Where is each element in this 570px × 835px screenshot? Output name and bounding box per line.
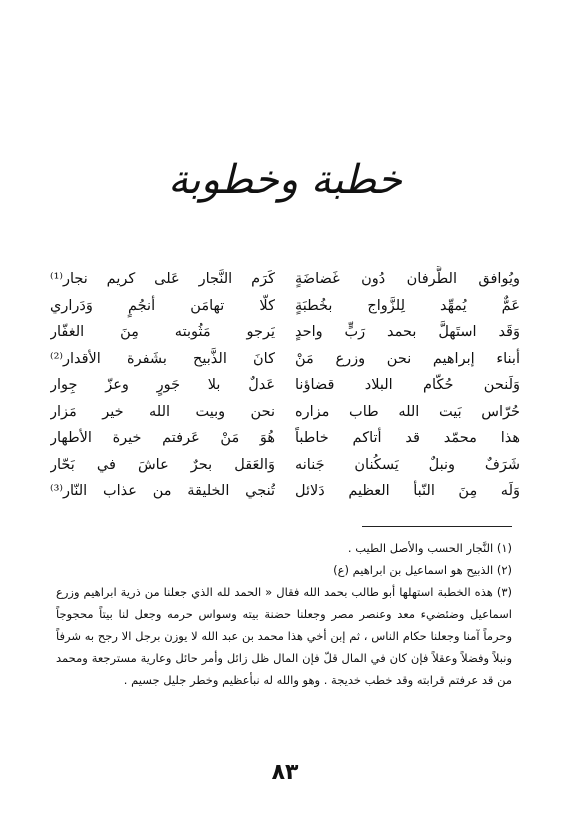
poem-left-column xyxy=(50,266,275,505)
poem-right-column xyxy=(295,266,520,505)
page-title: خطبة وخطوبة xyxy=(168,157,402,203)
verse-left-3: يَرجو مَثُوبته مِنَ الغفّار xyxy=(50,324,275,340)
footnote-1: (١) النَّجار الحسب والأصل الطيب . xyxy=(347,541,512,555)
verse-left-1: كَرَم النَّجار عَلى كريم نجار⁽¹⁾ xyxy=(50,271,275,287)
verse-left-9: تُنجي الخليقة من عذاب النّار⁽³⁾ xyxy=(50,483,275,499)
verse-left-2: كلّا تهامَن أنجُمٍ وَدَراري xyxy=(50,297,275,314)
verse-right-5: وَلَنحن حُكّام البلاد قضاؤنا xyxy=(295,377,520,393)
verse-right-4: أبناء إبراهيم نحن وزرع مَنْ xyxy=(295,350,520,367)
verse-left-8: وَالعَقل بحرٌ عاشَ في بَحّار xyxy=(50,456,275,473)
footnote-3: (٣) هذه الخطبة استهلها أبو طالب بحمد الله فقال « الحمد لله الذي جعلنا من ذرية ابراهيم وزرع اسماعيل وضئضيء معد وعنصر مصر وجعلنا حضنة بيته وسواس حرمه وجعل لنا بيتاً محجوجاً وحرماً آمنا وجعلنا حكام الناس ، ثم إبن أخي هذا محمد بن عبد الله لا يوزن برجل الا رجح به شرفاً ونبلاً وفضلاً وعقلاً فإن كان في المال قلّ فإن المال ظل زائل وأمر حائل وعارية مسترجعة ومحمد من قد عرفتم قرابته وقد خطب خديجة . وهو والله له نبأعظيم وخطر جليل جسيم . xyxy=(56,585,512,687)
verse-right-9: وَلَه مِنَ النّبأ العظيم دَلائل xyxy=(295,483,520,499)
footnotes xyxy=(56,537,512,691)
verse-right-1: ويُوافق الطَّرفان دُون غَضاضَةٍ xyxy=(295,271,520,287)
verse-left-4: كانَ الذَّبيح بشَفرة الأقدار⁽²⁾ xyxy=(50,350,275,367)
verse-right-3: وَقَد استَهلَّ بحمد رَبٍّ واحدٍ xyxy=(295,324,520,340)
verse-right-7: هذا محمّد قد أتاكم خاطباً xyxy=(295,430,520,446)
verse-right-2: عَمٌّ يُمهِّد لِلزَّواج بخُطبَةٍ xyxy=(295,297,520,314)
verse-left-7: هُوَ مَنْ عَرفتم خيرة الأطهار xyxy=(50,430,275,446)
footnote-divider xyxy=(362,526,512,527)
verse-left-6: نحن وبيت الله خير مَزار xyxy=(50,403,275,420)
verse-left-5: عَدلٌ بلا جَورٍ وعزّ جِوار xyxy=(50,377,275,393)
page-number: ٨٣ xyxy=(271,760,299,785)
verse-right-6: حُرّاس بَيت الله طاب مزاره xyxy=(295,403,520,420)
verse-right-8: شَرَفٌ ونبلٌ يَسكُنان جَنانه xyxy=(295,456,520,473)
poem xyxy=(50,266,520,506)
footnote-2: (٢) الذبيح هو اسماعيل بن ابراهيم (ع) xyxy=(333,563,512,577)
